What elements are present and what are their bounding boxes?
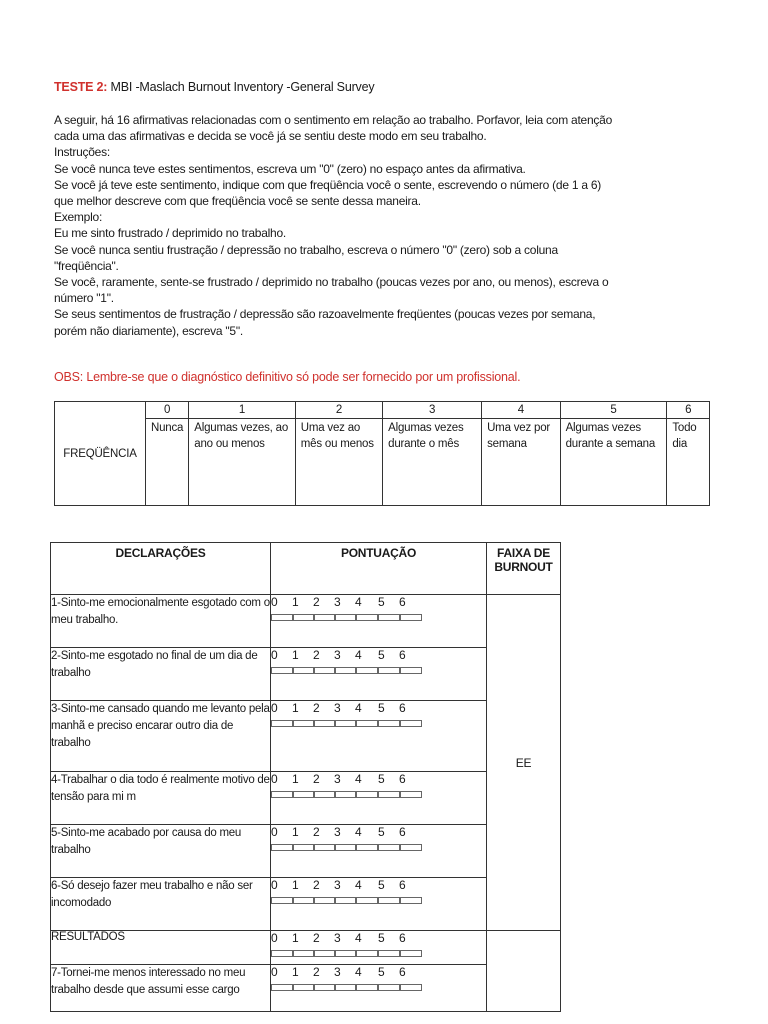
score-number: 3	[334, 772, 341, 786]
statement-text: 5-Sinto-me acabado por causa do meu trabalho	[51, 825, 271, 878]
score-checkbox[interactable]	[378, 667, 401, 674]
table-row	[51, 772, 561, 825]
score-checkbox-wrap	[271, 789, 292, 801]
header-faixa: FAIXA DE BURNOUT	[487, 543, 561, 595]
score-number: 0	[271, 701, 278, 715]
score-options[interactable]	[271, 965, 487, 1012]
score-checkboxes	[271, 895, 486, 907]
frequency-description: Uma vez por semana	[482, 419, 560, 506]
score-checkbox-wrap	[399, 665, 420, 677]
statement-text: 1-Sinto-me emocionalmente esgotado com o meu trabalho.	[51, 595, 271, 648]
score-checkbox-wrap	[399, 842, 420, 854]
paragraph: Se você nunca sentiu frustração / depressão no trabalho, escreva o número "0" (zero) sob a coluna "freqüência".	[54, 242, 558, 273]
paragraph: Exemplo:	[54, 210, 103, 225]
score-number: 4	[355, 772, 362, 786]
score-checkbox[interactable]	[313, 984, 336, 991]
score-checkbox[interactable]	[334, 791, 357, 798]
score-checkbox-wrap	[355, 789, 378, 801]
score-number: 1	[292, 965, 299, 979]
table-row	[51, 701, 561, 772]
score-checkbox-wrap	[399, 948, 420, 960]
score-checkbox[interactable]	[355, 720, 378, 727]
score-number: 6	[399, 595, 406, 609]
score-number: 4	[355, 595, 362, 609]
score-number: 0	[271, 878, 278, 892]
score-number: 3	[334, 595, 341, 609]
score-checkbox-wrap	[355, 895, 378, 907]
score-checkbox-wrap	[334, 895, 355, 907]
score-number: 1	[292, 931, 299, 945]
paragraph: Instruções:	[54, 145, 110, 160]
score-number: 2	[313, 648, 320, 662]
score-number: 6	[399, 931, 406, 945]
score-number: 6	[399, 772, 406, 786]
score-checkbox[interactable]	[271, 614, 294, 621]
score-checkbox-wrap	[292, 789, 313, 801]
score-checkbox[interactable]	[334, 897, 357, 904]
score-numbers	[271, 825, 486, 839]
score-checkbox-wrap	[399, 789, 420, 801]
score-checkbox[interactable]	[292, 984, 315, 991]
score-checkbox[interactable]	[378, 844, 401, 851]
score-number: 4	[355, 878, 362, 892]
score-checkbox-wrap	[355, 665, 378, 677]
obs-note: OBS: Lembre-se que o diagnóstico definitivo só pode ser fornecido por um profissional.	[54, 370, 521, 384]
score-numbers	[271, 772, 486, 786]
score-checkbox-wrap	[378, 612, 399, 624]
score-checkboxes	[271, 789, 486, 801]
statement-text: 4-Trabalhar o dia todo é realmente motivo de tensão para mi m	[51, 772, 271, 825]
score-number: 6	[399, 701, 406, 715]
results-row	[51, 931, 561, 965]
score-number: 5	[378, 701, 385, 715]
score-checkbox[interactable]	[271, 950, 294, 957]
score-number: 6	[399, 878, 406, 892]
score-checkbox[interactable]	[399, 950, 422, 957]
score-checkbox-wrap	[292, 612, 313, 624]
table-row	[51, 595, 561, 648]
paragraph: Eu me sinto frustrado / deprimido no trabalho.	[54, 226, 286, 241]
table-row	[51, 878, 561, 931]
score-checkbox-wrap	[334, 842, 355, 854]
score-checkbox-wrap	[334, 665, 355, 677]
score-checkbox-wrap	[292, 895, 313, 907]
score-checkbox[interactable]	[378, 791, 401, 798]
score-checkbox-wrap	[399, 982, 420, 994]
score-number: 1	[292, 878, 299, 892]
score-number: 3	[334, 825, 341, 839]
score-checkbox[interactable]	[313, 614, 336, 621]
frequency-description: Algumas vezes durante a semana	[560, 419, 667, 506]
score-number: 5	[378, 878, 385, 892]
frequency-number: 3	[383, 402, 482, 419]
score-number: 0	[271, 825, 278, 839]
score-checkbox[interactable]	[334, 667, 357, 674]
score-number: 1	[292, 648, 299, 662]
score-checkbox[interactable]	[292, 897, 315, 904]
score-number: 2	[313, 701, 320, 715]
score-checkbox[interactable]	[313, 897, 336, 904]
score-checkbox-wrap	[313, 612, 334, 624]
score-checkbox[interactable]	[399, 720, 422, 727]
score-checkbox[interactable]	[313, 950, 336, 957]
score-checkbox[interactable]	[355, 667, 378, 674]
score-number: 3	[334, 878, 341, 892]
score-checkbox-wrap	[399, 612, 420, 624]
frequency-number: 1	[189, 402, 296, 419]
score-checkbox[interactable]	[271, 897, 294, 904]
frequency-description: Algumas vezes durante o mês	[383, 419, 482, 506]
score-number: 3	[334, 648, 341, 662]
score-checkbox[interactable]	[334, 844, 357, 851]
score-checkbox-wrap	[378, 842, 399, 854]
score-number: 5	[378, 648, 385, 662]
statement-text: 6-Só desejo fazer meu trabalho e não ser incomodado	[51, 878, 271, 931]
frequency-descriptions-row	[55, 419, 710, 506]
score-numbers	[271, 931, 486, 945]
paragraph: Se seus sentimentos de frustração / depressão são razoavelmente freqüentes (poucas vezes por semana, porém não diariamente), escreva "5".	[54, 307, 596, 338]
score-checkbox-wrap	[334, 789, 355, 801]
score-number: 6	[399, 648, 406, 662]
score-options[interactable]	[271, 878, 487, 931]
score-options[interactable]	[271, 772, 487, 825]
score-checkbox-wrap	[378, 895, 399, 907]
score-checkbox[interactable]	[292, 950, 315, 957]
frequency-label: FREQÜÊNCIA	[55, 402, 146, 506]
score-number: 4	[355, 701, 362, 715]
score-checkbox[interactable]	[271, 844, 294, 851]
score-number: 0	[271, 772, 278, 786]
score-checkboxes	[271, 665, 486, 677]
score-checkbox[interactable]	[271, 791, 294, 798]
frequency-number: 4	[482, 402, 560, 419]
score-checkbox[interactable]	[271, 720, 294, 727]
score-checkbox[interactable]	[399, 844, 422, 851]
score-checkbox-wrap	[378, 665, 399, 677]
table-row	[51, 965, 561, 1012]
test-title	[54, 80, 374, 94]
score-checkbox-wrap	[313, 665, 334, 677]
score-checkbox-wrap	[334, 718, 355, 730]
frequency-description: Todo dia	[667, 419, 710, 506]
score-numbers	[271, 965, 486, 979]
score-checkbox[interactable]	[334, 984, 357, 991]
results-label: RESULTADOS	[51, 931, 271, 965]
score-checkbox-wrap	[271, 982, 292, 994]
score-number: 1	[292, 595, 299, 609]
score-checkbox-wrap	[378, 789, 399, 801]
score-number: 3	[334, 965, 341, 979]
frequency-number: 0	[146, 402, 189, 419]
score-numbers	[271, 701, 486, 715]
score-checkbox[interactable]	[292, 720, 315, 727]
score-number: 3	[334, 931, 341, 945]
score-numbers	[271, 648, 486, 662]
score-checkbox[interactable]	[378, 720, 401, 727]
score-number: 0	[271, 595, 278, 609]
score-number: 2	[313, 931, 320, 945]
score-checkboxes	[271, 718, 486, 730]
score-checkbox-wrap	[378, 718, 399, 730]
frequency-table	[54, 401, 710, 506]
score-number: 5	[378, 772, 385, 786]
score-checkbox[interactable]	[355, 950, 378, 957]
score-checkbox[interactable]	[334, 720, 357, 727]
score-checkbox-wrap	[313, 948, 334, 960]
score-number: 0	[271, 648, 278, 662]
score-number: 2	[313, 965, 320, 979]
score-options[interactable]	[271, 595, 487, 648]
score-checkbox-wrap	[271, 612, 292, 624]
score-checkbox[interactable]	[399, 667, 422, 674]
frequency-numbers-row	[55, 402, 710, 419]
score-checkbox-wrap	[292, 948, 313, 960]
score-number: 2	[313, 595, 320, 609]
statement-text: 3-Sinto-me cansado quando me levanto pela manhã e preciso encarar outro dia de trabalho	[51, 701, 271, 772]
score-checkbox-wrap	[313, 718, 334, 730]
score-checkbox[interactable]	[378, 984, 401, 991]
score-number: 5	[378, 931, 385, 945]
score-number: 1	[292, 772, 299, 786]
score-checkbox[interactable]	[313, 720, 336, 727]
score-checkbox-wrap	[334, 612, 355, 624]
score-number: 6	[399, 825, 406, 839]
score-checkbox[interactable]	[378, 614, 401, 621]
score-checkboxes	[271, 612, 486, 624]
score-checkbox[interactable]	[271, 984, 294, 991]
score-number: 5	[378, 965, 385, 979]
score-checkbox-wrap	[313, 789, 334, 801]
score-number: 4	[355, 825, 362, 839]
paragraph: A seguir, há 16 afirmativas relacionadas com o sentimento em relação ao trabalho. Porfavor, leia com atenção cada uma das afirmativas e decida se você já se sentiu deste modo em seu trabalho.	[54, 113, 612, 144]
score-options[interactable]	[271, 701, 487, 772]
score-checkbox-wrap	[378, 948, 399, 960]
score-number: 4	[355, 931, 362, 945]
score-checkbox-wrap	[292, 665, 313, 677]
score-checkbox-wrap	[399, 718, 420, 730]
statement-text: 2-Sinto-me esgotado no final de um dia de trabalho	[51, 648, 271, 701]
faixa-empty	[487, 931, 561, 1012]
score-checkbox-wrap	[313, 982, 334, 994]
instructions-text	[54, 112, 614, 339]
header-declaracoes: DECLARAÇÕES	[51, 543, 271, 595]
declarations-table	[50, 542, 561, 1012]
frequency-number: 5	[560, 402, 667, 419]
score-checkbox-wrap	[292, 842, 313, 854]
score-checkbox[interactable]	[292, 614, 315, 621]
score-checkbox[interactable]	[355, 791, 378, 798]
score-number: 1	[292, 701, 299, 715]
paragraph: Se você já teve este sentimento, indique com que freqüência você o sente, escrevendo o número (de 1 a 6) que melhor descreve com que freqüência você se sente dessa maneira.	[54, 177, 602, 209]
score-checkbox[interactable]	[271, 667, 294, 674]
score-numbers	[271, 878, 486, 892]
score-number: 0	[271, 965, 278, 979]
score-checkbox-wrap	[355, 718, 378, 730]
score-number: 6	[399, 965, 406, 979]
score-checkbox[interactable]	[334, 950, 357, 957]
score-checkbox-wrap	[355, 982, 378, 994]
score-checkbox[interactable]	[355, 984, 378, 991]
score-checkbox[interactable]	[399, 791, 422, 798]
score-number: 1	[292, 825, 299, 839]
score-checkboxes	[271, 842, 486, 854]
score-checkbox-wrap	[334, 948, 355, 960]
score-checkbox-wrap	[313, 895, 334, 907]
test-title-prefix: TESTE 2:	[54, 80, 108, 94]
header-pontuacao: PONTUAÇÃO	[271, 543, 487, 595]
score-number: 2	[313, 878, 320, 892]
score-checkbox[interactable]	[292, 791, 315, 798]
score-checkbox-wrap	[334, 982, 355, 994]
faixa-ee: EE	[487, 595, 561, 931]
test-title-text: MBI -Maslach Burnout Inventory -General Survey	[107, 80, 375, 94]
score-number: 0	[271, 931, 278, 945]
score-number: 5	[378, 825, 385, 839]
score-checkbox[interactable]	[399, 897, 422, 904]
statement-text: 7-Tornei-me menos interessado no meu trabalho desde que assumi esse cargo	[51, 965, 271, 1012]
frequency-description: Algumas vezes, ao ano ou menos	[189, 419, 296, 506]
score-checkboxes	[271, 982, 486, 994]
score-checkbox-wrap	[313, 842, 334, 854]
score-checkbox[interactable]	[355, 844, 378, 851]
score-checkbox[interactable]	[399, 614, 422, 621]
score-number: 3	[334, 701, 341, 715]
score-options[interactable]	[271, 648, 487, 701]
score-checkbox-wrap	[355, 948, 378, 960]
score-checkbox[interactable]	[313, 667, 336, 674]
score-number: 5	[378, 595, 385, 609]
score-checkbox-wrap	[292, 718, 313, 730]
paragraph: Se você nunca teve estes sentimentos, escreva um "0" (zero) no espaço antes da afirmativa.	[54, 161, 526, 176]
frequency-number: 2	[295, 402, 382, 419]
table-row	[51, 825, 561, 878]
paragraph: Se você, raramente, sente-se frustrado / deprimido no trabalho (poucas vezes por ano, ou menos), escreva o número "1".	[54, 275, 609, 306]
score-checkbox-wrap	[271, 718, 292, 730]
score-checkbox[interactable]	[399, 984, 422, 991]
score-checkbox[interactable]	[355, 614, 378, 621]
declarations-header-row	[51, 543, 561, 595]
score-options[interactable]	[271, 825, 487, 878]
score-checkbox-wrap	[271, 895, 292, 907]
score-checkbox-wrap	[378, 982, 399, 994]
score-checkbox[interactable]	[292, 844, 315, 851]
score-checkbox[interactable]	[378, 950, 401, 957]
score-number: 4	[355, 648, 362, 662]
score-checkbox-wrap	[271, 948, 292, 960]
score-checkboxes	[271, 948, 486, 960]
score-checkbox-wrap	[399, 895, 420, 907]
frequency-description: Nunca	[146, 419, 189, 506]
score-options[interactable]	[271, 931, 487, 965]
score-checkbox[interactable]	[292, 667, 315, 674]
score-numbers	[271, 595, 486, 609]
score-number: 2	[313, 772, 320, 786]
score-number: 2	[313, 825, 320, 839]
score-checkbox-wrap	[271, 665, 292, 677]
score-checkbox-wrap	[292, 982, 313, 994]
table-row	[51, 648, 561, 701]
score-checkbox-wrap	[271, 842, 292, 854]
score-number: 4	[355, 965, 362, 979]
score-checkbox-wrap	[355, 842, 378, 854]
score-checkbox[interactable]	[334, 614, 357, 621]
score-checkbox[interactable]	[313, 844, 336, 851]
frequency-number: 6	[667, 402, 710, 419]
frequency-description: Uma vez ao mês ou menos	[295, 419, 382, 506]
score-checkbox[interactable]	[378, 897, 401, 904]
score-checkbox[interactable]	[313, 791, 336, 798]
score-checkbox-wrap	[355, 612, 378, 624]
score-checkbox[interactable]	[355, 897, 378, 904]
